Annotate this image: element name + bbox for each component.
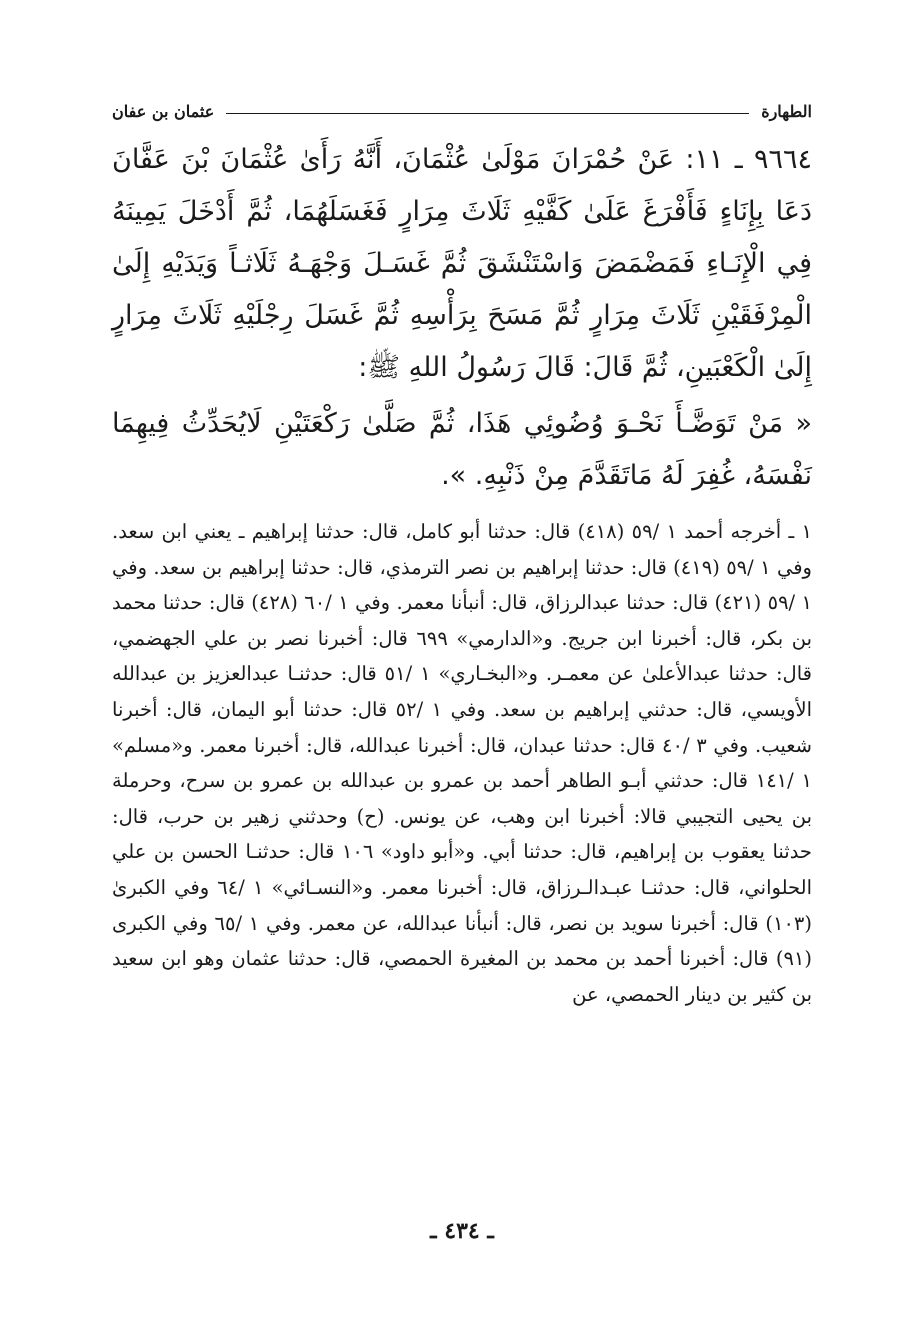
hadith-saying: « مَنْ تَوَضَّـأَ نَحْـوَ وُضُوئِي هَذَا، ثُمَّ صَلَّىٰ رَكْعَتَيْنِ لَايُحَدِّثُ فِيهِمَا نَفْسَهُ، غُفِرَ لَهُ مَاتَقَدَّمَ مِنْ ذَنْبِهِ. ». — [112, 408, 812, 491]
header-rule — [226, 113, 749, 114]
running-header — [112, 98, 812, 124]
footnotes — [112, 514, 812, 1012]
hadith-narration: ٩٦٦٤ ـ ١١: عَنْ حُمْرَانَ مَوْلَىٰ عُثْمَانَ، أَنَّهُ رَأَىٰ عُثْمَانَ بْنَ عَفَّانَ دَعَا بِإِنَاءٍ فَأَفْرَغَ عَلَىٰ كَفَّيْهِ ثَلَاثَ مِرَارٍ فَغَسَلَهُمَا، ثُمَّ أَدْخَلَ يَمِينَهُ فِي الْإِنَـاءِ فَمَضْمَضَ وَاسْتَنْشَقَ ثُمَّ غَسَـلَ وَجْهَـهُ ثَلَاثـاً وَيَدَيْهِ إِلَىٰ الْمِرْفَقَيْنِ ثَلَاثَ مِرَارٍ ثُمَّ مَسَحَ بِرَأْسِهِ ثُمَّ غَسَلَ رِجْلَيْهِ ثَلَاثَ مِرَارٍ إِلَىٰ الْكَعْبَينِ، ثُمَّ قَالَ: قَالَ رَسُولُ اللهِ ﷺ: — [112, 144, 812, 383]
author-title: عثمان بن عفان — [112, 101, 215, 121]
page-number: ـ ٤٣٤ ـ — [430, 1218, 494, 1244]
chapter-title: الطهارة — [761, 101, 812, 121]
hadith-text — [112, 134, 812, 502]
takhrij-note: ١ ـ أخرجه أحمد ١ /٥٩ (٤١٨) قال: حدثنا أبو كامل، قال: حدثنا إبراهيم ـ يعني ابن سعد. وفي ١ /٥٩ (٤١٩) قال: حدثنا إبراهيم بن نصر الترمذي، قال: حدثنا إبراهيم بن سعد. وفي ١ /٥٩ (٤٢١) قال: حدثنا عبدالرزاق، قال: أنبأنا معمر. وفي ١ /٦٠ (٤٢٨) قال: حدثنا محمد بن بكر، قال: أخبرنا ابن جريج. و«الدارمي» ٦٩٩ قال: أخبرنا نصر بن علي الجهضمي، قال: حدثنا عبدالأعلىٰ عن معمـر. و«البخـاري» ١ /٥١ قال: حدثنـا عبدالعزيز بن عبدالله الأويسي، قال: حدثني إبراهيم بن سعد. وفي ١ /٥٢ قال: حدثنا أبو اليمان، قال: أخبرنا شعيب. وفي ٣ /٤٠ قال: حدثنا عبدان، قال: أخبرنا عبدالله، قال: أخبرنا معمر. و«مسلم» ١ /١٤١ قال: حدثني أبـو الطاهر أحمد بن عمرو بن عبدالله بن عمرو بن سرح، وحرملة بن يحيى التجيبي قالا: أخبرنا ابن وهب، عن يونس. (ح) وحدثني زهير بن حرب، قال: حدثنا يعقوب بن إبراهيم، قال: حدثنا أبي. و«أبو داود» ١٠٦ قال: حدثنـا الحسن بن علي الحلواني، قال: حدثنـا عبـدالـرزاق، قال: أخبرنا معمر. و«النسـائي» ١ /٦٤ وفي الكبرىٰ (١٠٣) قال: أخبرنا سويد بن نصر، قال: أنبأنا عبدالله، عن معمر. وفي ١ /٦٥ وفي الكبرى (٩١) قال: أخبرنا أحمد بن محمد بن المغيرة الحمصي، قال: حدثنا عثمان وهو ابن سعيد بن كثير بن دينار الحمصي، عن — [112, 520, 813, 1006]
